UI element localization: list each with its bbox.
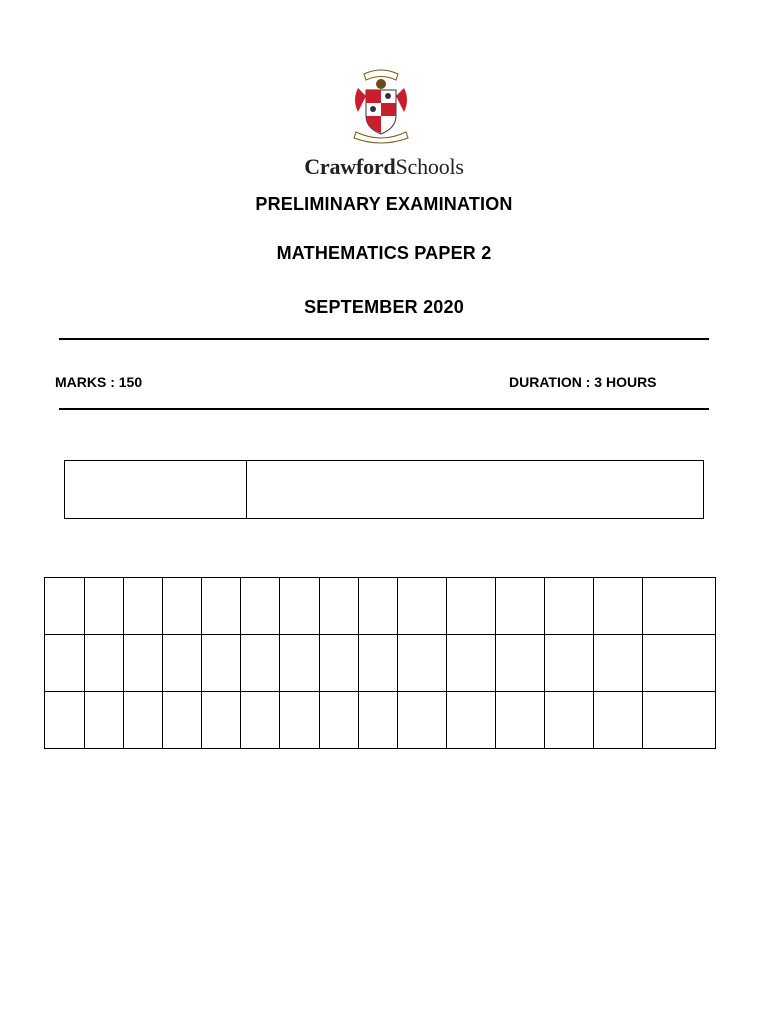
grid-cell[interactable]: [643, 578, 716, 635]
grid-cell[interactable]: [447, 635, 496, 692]
grid-cell[interactable]: [643, 635, 716, 692]
top-divider: [59, 338, 709, 340]
grid-cell[interactable]: [45, 578, 85, 635]
grid-cell[interactable]: [496, 578, 545, 635]
brand-bold: Crawford: [304, 154, 396, 179]
grid-cell[interactable]: [359, 578, 398, 635]
bottom-divider: [59, 408, 709, 410]
grid-cell[interactable]: [594, 578, 643, 635]
grid-row: [45, 692, 716, 749]
grid-cell[interactable]: [202, 635, 241, 692]
grid-cell[interactable]: [398, 692, 447, 749]
grid-cell[interactable]: [496, 692, 545, 749]
grid-cell[interactable]: [85, 635, 124, 692]
grid-cell[interactable]: [280, 635, 320, 692]
grid-cell[interactable]: [545, 692, 594, 749]
grid-cell[interactable]: [359, 692, 398, 749]
grid-cell[interactable]: [85, 578, 124, 635]
grid-row: [45, 635, 716, 692]
grid-cell[interactable]: [241, 578, 280, 635]
grid-cell[interactable]: [202, 692, 241, 749]
grid-cell[interactable]: [643, 692, 716, 749]
grid-row: [45, 578, 716, 635]
school-crest-logo: [350, 66, 412, 146]
grid-cell[interactable]: [447, 692, 496, 749]
grid-cell[interactable]: [241, 692, 280, 749]
grid-cell[interactable]: [124, 635, 163, 692]
grid-cell[interactable]: [241, 635, 280, 692]
candidate-box-divider: [246, 461, 247, 518]
grid-cell[interactable]: [45, 635, 85, 692]
candidate-info-box[interactable]: [64, 460, 704, 519]
grid-cell[interactable]: [320, 692, 359, 749]
grid-cell[interactable]: [398, 578, 447, 635]
grid-cell[interactable]: [496, 635, 545, 692]
grid-cell[interactable]: [85, 692, 124, 749]
marks-label: MARKS : 150: [55, 374, 143, 390]
grid-cell[interactable]: [594, 692, 643, 749]
grid-cell[interactable]: [124, 578, 163, 635]
grid-cell[interactable]: [398, 635, 447, 692]
subject-title: MATHEMATICS PAPER 2: [276, 243, 492, 263]
grid-cell[interactable]: [280, 692, 320, 749]
school-name: [0, 154, 768, 180]
grid-cell[interactable]: [320, 578, 359, 635]
grid-cell[interactable]: [320, 635, 359, 692]
grid-cell[interactable]: [163, 578, 202, 635]
exam-title: PRELIMINARY EXAMINATION: [255, 194, 513, 214]
grid-cell[interactable]: [545, 635, 594, 692]
grid-cell[interactable]: [163, 692, 202, 749]
grid-cell[interactable]: [447, 578, 496, 635]
grid-cell[interactable]: [545, 578, 594, 635]
grid-cell[interactable]: [202, 578, 241, 635]
grid-cell[interactable]: [280, 578, 320, 635]
grid-cell[interactable]: [124, 692, 163, 749]
duration-label: DURATION : 3 HOURS: [509, 374, 657, 390]
grid-cell[interactable]: [594, 635, 643, 692]
grid-cell[interactable]: [359, 635, 398, 692]
grid-cell[interactable]: [163, 635, 202, 692]
marks-grid[interactable]: [44, 577, 716, 749]
grid-cell[interactable]: [45, 692, 85, 749]
brand-rest: Schools: [395, 154, 464, 179]
date-title: SEPTEMBER 2020: [304, 297, 464, 317]
